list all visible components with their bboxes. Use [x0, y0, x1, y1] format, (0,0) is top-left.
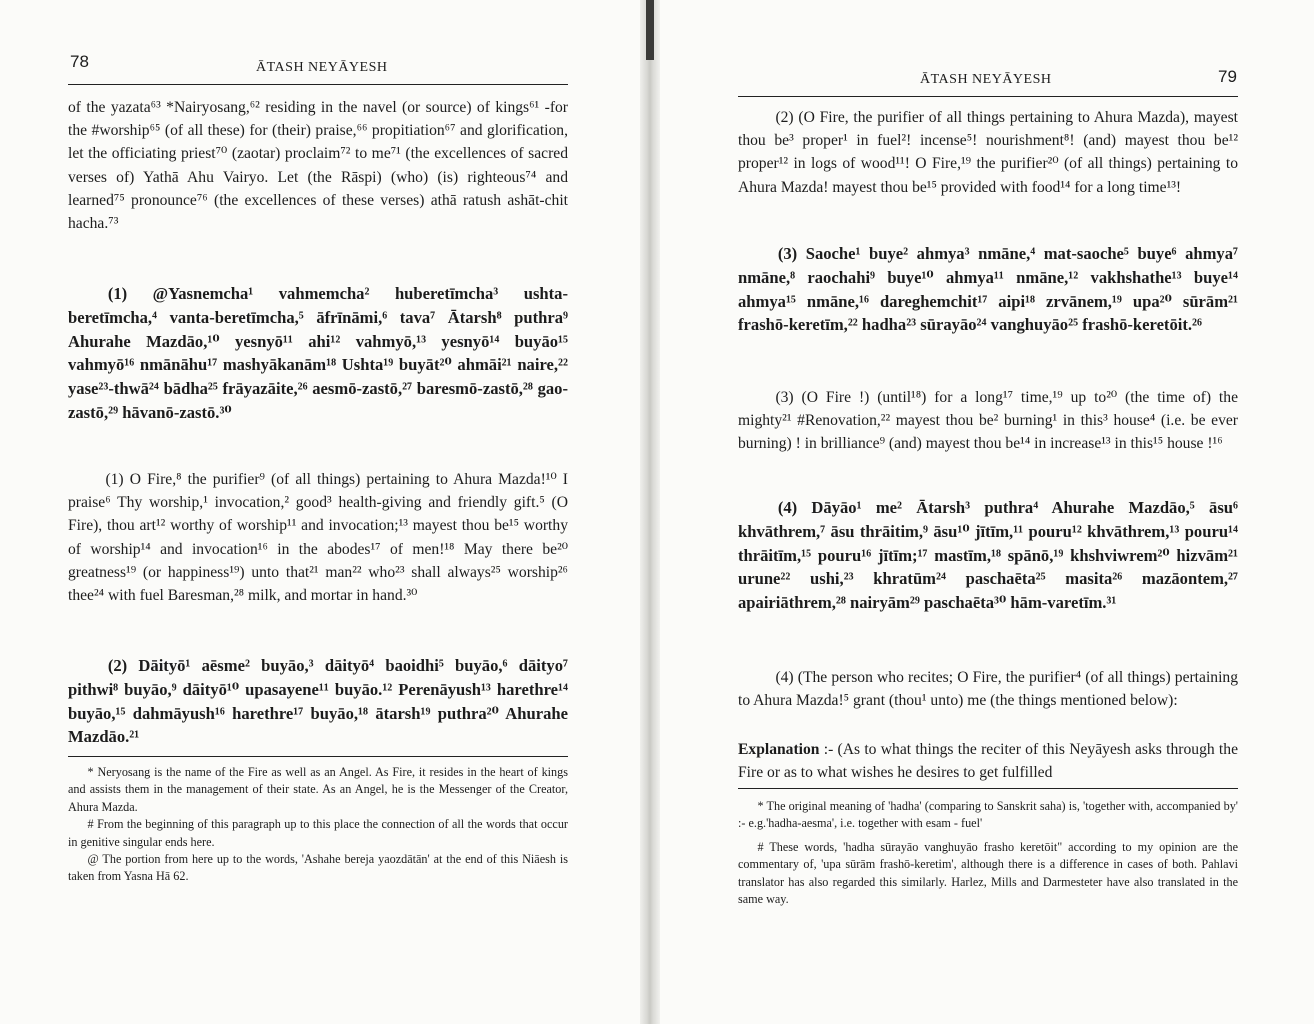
page-number: 78 — [70, 52, 89, 71]
intro-paragraph — [68, 96, 568, 235]
avestan-verse-1 — [68, 282, 568, 425]
avestan-text-3: (3) Saoche¹ buye² ahmya³ nmāne,⁴ mat-saoche⁵ buye⁶ ahmya⁷ nmāne,⁸ raochahi⁹ buye¹⁰ ahmya¹¹ nmāne,¹² vakhshathe¹³ buye¹⁴ ahmya¹⁵ nmāne,¹⁶ dareghemchit¹⁷ aipi¹⁸ zrvānem,¹⁹ upa²⁰ sūrām²¹ frashō-keretīm,²² hadha²³ sūrayāo²⁴ vanghuyāo²⁵ frashō-keretōit.²⁶ — [738, 244, 1238, 335]
footnote-2: # From the beginning of this paragraph up to this place the connection of all the words that occur in genitive singular ends here. — [68, 817, 568, 849]
page-number: 79 — [1218, 67, 1237, 86]
explanation-label: Explanation — [738, 741, 820, 758]
translation-text-2: (2) (O Fire, the purifier of all things pertaining to Ahura Mazda), mayest thou be³ proper¹ in fuel²! incense⁵! nourishment⁸! (and) mayest thou be¹² proper¹² in logs of wood¹¹! O Fire,¹⁹ the purifier²⁰ (of all things) pertaining to Ahura Mazda! mayest thou be¹⁵ provided with food¹⁴ for a long time¹³! — [738, 109, 1238, 196]
avestan-verse-3 — [738, 242, 1238, 337]
translation-text-1: (1) O Fire,⁸ the purifier⁹ (of all things) pertaining to Ahura Mazda!¹⁰ I praise⁶ Thy worship,¹ invocation,² good³ health-giving and friendly gift.⁵ (O Fire), thou art¹² worthy of worship¹¹ and invocation;¹³ mayest thou be¹⁵ worthy of worship¹⁴ and invocation¹⁶ in the abodes¹⁷ of men!¹⁸ May there be²⁰ greatness¹⁹ (or happiness¹⁹) unto that²¹ man²² who²³ shall always²⁵ worship²⁶ thee²⁴ with fuel Baresman,²⁸ milk, and mortar in hand.³⁰ — [68, 471, 568, 605]
footnote-1: * Neryosang is the name of the Fire as well as an Angel. As Fire, it resides in the heart of kings and assists them in the management of their state. As an Angel, he is the Messenger of the Creator, Ahura Mazda. — [68, 765, 568, 814]
running-head: ĀTASH NEYĀYESH — [256, 60, 388, 75]
right-page — [650, 0, 1314, 1024]
translation-1 — [68, 468, 568, 607]
footnote-rule — [68, 756, 568, 757]
header-rule — [738, 96, 1238, 97]
avestan-text-4: (4) Dāyāo¹ me² Ātarsh³ puthra⁴ Ahurahe Mazdāo,⁵ āsu⁶ khvāthrem,⁷ āsu thrāitim,⁹ āsu¹⁰ jītīm,¹¹ pouru¹² khvāthrem,¹³ pouru¹⁴ thrāitīm,¹⁵ pouru¹⁶ jītīm;¹⁷ mastīm,¹⁸ spānō,¹⁹ khshviwrem²⁰ hizvām²¹ urune²² ushi,²³ khratūm²⁴ paschaēta²⁵ masita²⁶ mazāontem,²⁷ apairiāthrem,²⁸ nairyām²⁹ paschaēta³⁰ hām-varetīm.³¹ — [738, 498, 1238, 613]
avestan-verse-4 — [738, 496, 1238, 615]
translation-2 — [738, 106, 1238, 199]
footnote-1: * The original meaning of 'hadha' (comparing to Sanskrit saha) is, 'together with, accompanied by' :- e.g.'hadha-aesma', i.e. together with esam - fuel' — [738, 799, 1238, 831]
footnote-3: @ The portion from here up to the words, 'Ashahe bereja yaozdātān' at the end of this Niāesh is taken from Yasna Hā 62. — [68, 852, 568, 884]
left-page — [0, 0, 650, 1024]
avestan-verse-2 — [68, 654, 568, 749]
translation-text-3: (3) (O Fire !) (until¹⁸) for a long¹⁷ time,¹⁹ up to²⁰ (the time of) the mighty²¹ #Renovation,²² mayest thou be² burning¹ in this³ house⁴ (i.e. be ever burning) ! in brilliance⁹ (and) mayest thou be¹⁴ in increase¹³ in this¹⁵ house !¹⁶ — [738, 389, 1238, 453]
translation-3 — [738, 386, 1238, 456]
avestan-text-1: (1) @Yasnemcha¹ vahmemcha² huberetīmcha³ ushta-beretīmcha,⁴ vanta-beretīmcha,⁵ āfrīnāmi,⁶ tava⁷ Ātarsh⁸ puthra⁹ Ahurahe Mazdāo,¹⁰ yesnyō¹¹ ahi¹² vahmyō,¹³ yesnyō¹⁴ buyāo¹⁵ vahmyō¹⁶ nmānāhu¹⁷ mashyākanām¹⁸ Ushta¹⁹ buyāt²⁰ ahmāi²¹ naire,²² yase²³-thwā²⁴ bādha²⁵ frāyazāite,²⁶ aesmō-zastō,²⁷ baresmō-zastō,²⁸ gao-zastō,²⁹ hāvanō-zastō.³⁰ — [68, 284, 568, 422]
intro-text: of the yazata⁶³ *Nairyosang,⁶² residing in the navel (or source) of kings⁶¹ -for the #worship⁶⁵ (of all these) for (their) praise,⁶⁶ propitiation⁶⁷ and glorification, let the officiating priest⁷⁰ (zaotar) proclaim⁷² to me⁷¹ (the excellences of sacred verses of) Yathā Ahu Vairyo. Let (the Rāspi) (who) (is) righteous⁷⁴ and learned⁷⁵ pronounce⁷⁶ (the excellences of these verses) athā ratush ashāt-chit hacha.⁷³ — [68, 99, 568, 233]
footnote-rule — [738, 788, 1238, 789]
header-rule — [68, 84, 568, 85]
translation-text-4: (4) (The person who recites; O Fire, the purifier⁴ (of all things) pertaining to Ahura Mazda!⁵ grant (thou¹ unto) me (the things mentioned below): — [738, 669, 1238, 710]
running-head: ĀTASH NEYĀYESH — [920, 72, 1052, 87]
footnotes-right — [738, 798, 1238, 908]
explanation-text: :- (As to what things the reciter of this Neyāyesh asks through the Fire or as to what wishes he desires to get fulfilled — [738, 741, 1238, 782]
avestan-text-2: (2) Dāityō¹ aēsme² buyāo,³ dāityō⁴ baoidhi⁵ buyāo,⁶ dāityo⁷ pithwi⁸ buyāo,⁹ dāityō¹⁰ upasayene¹¹ buyāo.¹² Perenāyush¹³ harethre¹⁴ buyāo,¹⁵ dahmāyush¹⁶ harethre¹⁷ buyāo,¹⁸ ātarsh¹⁹ puthra²⁰ Ahurahe Mazdāo.²¹ — [68, 656, 568, 747]
footnotes-left — [68, 764, 568, 886]
translation-4 — [738, 666, 1238, 712]
explanation — [738, 738, 1238, 784]
footnote-2: # These words, 'hadha sūrayāo vanghuyāo frasho keretōit" according to my opinion are the commentary of, 'upa sūrām frashō-keretim', although there is a difference in cases of both. Pahlavi translator has also regarded this similarly. Harlez, Mills and Darmesteter have also translated in the same way. — [738, 839, 1238, 907]
